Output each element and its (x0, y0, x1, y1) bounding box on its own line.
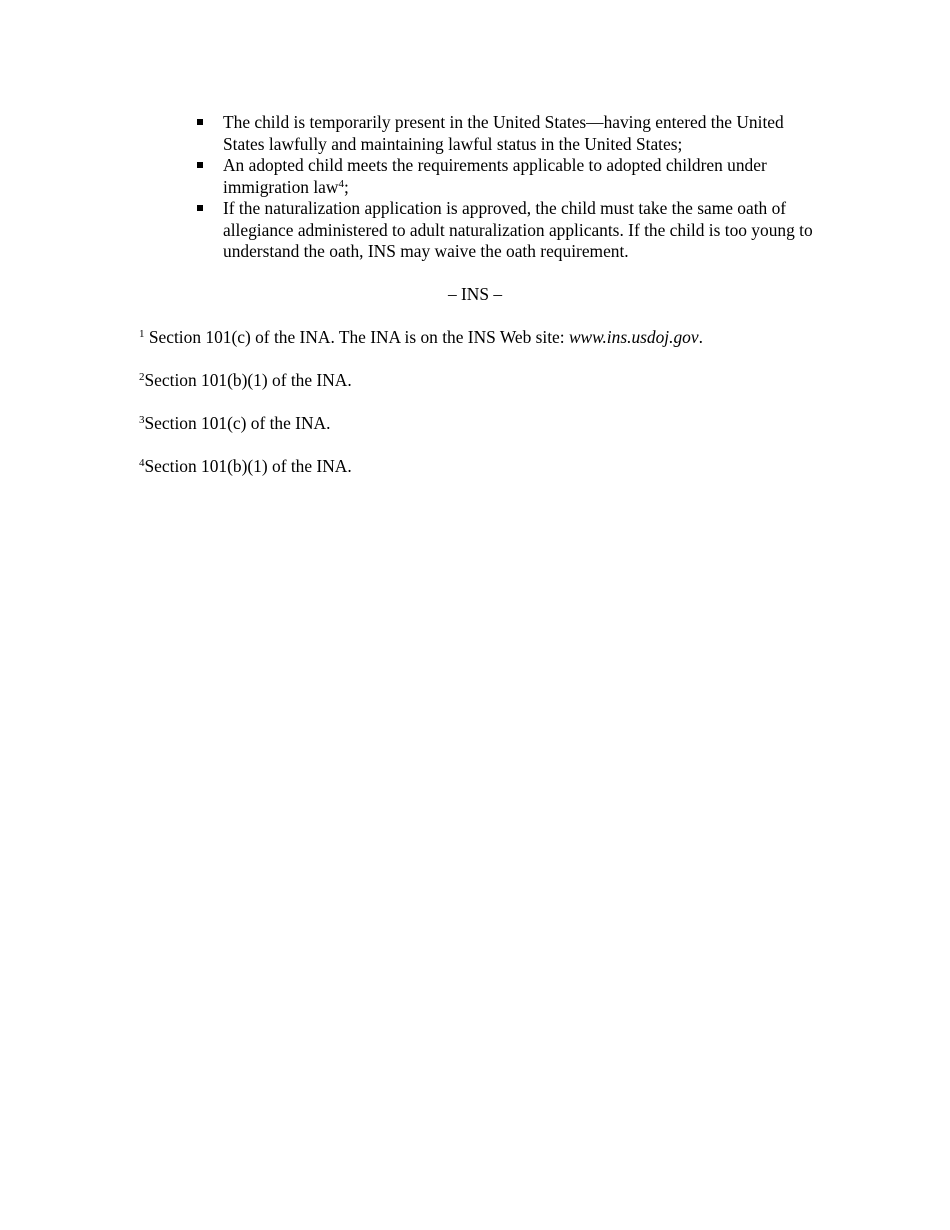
sign-off: – INS – (447, 284, 503, 304)
footnote-number: 4 (139, 457, 145, 469)
footnote (139, 413, 330, 435)
footnote (139, 327, 703, 349)
square-bullet-icon (197, 119, 203, 125)
footnote-number: 2 (139, 371, 145, 383)
square-bullet-icon (197, 162, 203, 168)
list-item-text: An adopted child meets the requirements applicable to adopted children under immigration law (223, 155, 767, 197)
footnote (139, 370, 352, 392)
list-item-text: The child is temporarily present in the United States—having entered the United States lawfully and maintaining lawful status in the United States; (223, 112, 784, 154)
requirements-list (223, 112, 823, 263)
list-item (223, 198, 823, 263)
footnote-text: Section 101(b)(1) of the INA. (144, 456, 352, 476)
website-link[interactable]: www.ins.usdoj.gov (568, 327, 699, 347)
list-item-text: If the naturalization application is approved, the child must take the same oath of allegiance administered to adult naturalization applicants. If the child is too young to understand the oath, INS may waive the oath requirement. (223, 198, 813, 261)
list-item (223, 155, 823, 198)
footnote-reference: 4 (338, 177, 344, 190)
footnote-number: 1 (139, 328, 145, 340)
footnote (139, 456, 352, 478)
list-item-text-trailing: ; (343, 176, 349, 197)
list-item (223, 112, 823, 155)
footnote-text: Section 101(c) of the INA. (144, 413, 331, 433)
footnote-trailing: . (698, 327, 703, 347)
footnote-text: Section 101(c) of the INA. The INA is on the INS Web site: (148, 327, 569, 347)
footnote-text: Section 101(b)(1) of the INA. (144, 370, 352, 390)
footnote-number: 3 (139, 414, 145, 426)
square-bullet-icon (197, 205, 203, 211)
